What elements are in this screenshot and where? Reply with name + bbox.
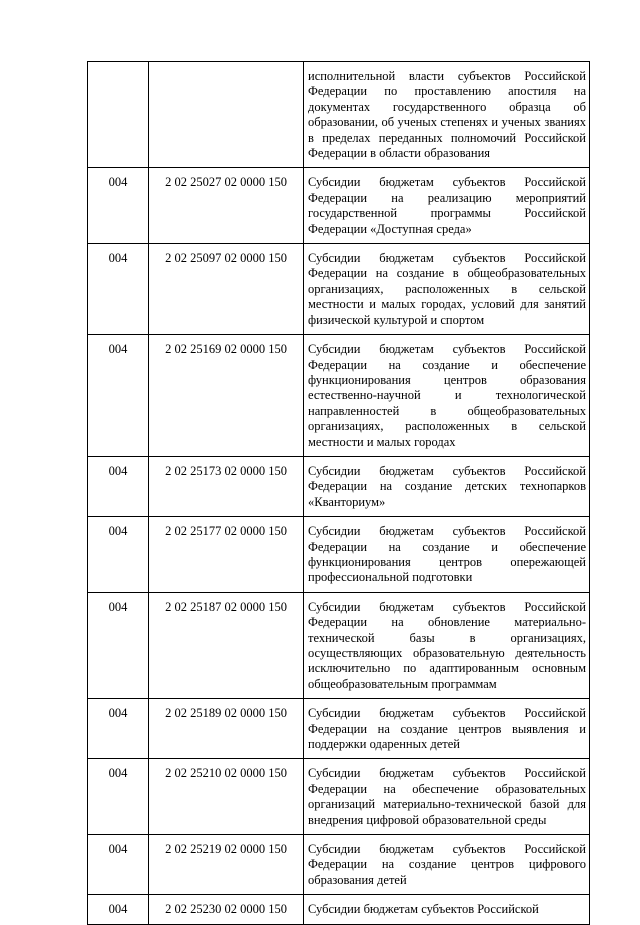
description-cell: Субсидии бюджетам субъектов Российской Федерации на создание в общеобразовательных организациях, расположенных в сельской местности и малых городах, условий для занятий физической культурой и спортом bbox=[304, 244, 590, 335]
admin-code-cell: 004 bbox=[88, 592, 149, 698]
description-cell: Субсидии бюджетам субъектов Российской Федерации на создание детских технопарков «Кванториум» bbox=[304, 456, 590, 516]
kbk-code-cell: 2 02 25187 02 0000 150 bbox=[149, 592, 304, 698]
admin-code-cell: 004 bbox=[88, 456, 149, 516]
admin-code-cell: 004 bbox=[88, 699, 149, 759]
table-row bbox=[88, 168, 590, 244]
description-cell: Субсидии бюджетам субъектов Российской Федерации на создание центров цифрового образования детей bbox=[304, 835, 590, 895]
description-cell: исполнительной власти субъектов Российской Федерации по проставлению апостиля на документах государственного образца об образовании, об ученых степенях и ученых званиях в пределах переданных полномочий Российской Федерации в области образования bbox=[304, 62, 590, 168]
description-cell: Субсидии бюджетам субъектов Российской bbox=[304, 895, 590, 924]
table-row bbox=[88, 759, 590, 835]
kbk-code-cell: 2 02 25027 02 0000 150 bbox=[149, 168, 304, 244]
table-row bbox=[88, 699, 590, 759]
admin-code-cell: 004 bbox=[88, 244, 149, 335]
kbk-code-cell: 2 02 25230 02 0000 150 bbox=[149, 895, 304, 924]
admin-code-cell: 004 bbox=[88, 895, 149, 924]
kbk-code-cell: 2 02 25173 02 0000 150 bbox=[149, 456, 304, 516]
table-row bbox=[88, 62, 590, 168]
description-cell: Субсидии бюджетам субъектов Российской Федерации на обеспечение образовательных организаций материально-технической базой для внедрения цифровой образовательной среды bbox=[304, 759, 590, 835]
kbk-code-cell: 2 02 25219 02 0000 150 bbox=[149, 835, 304, 895]
table-row bbox=[88, 244, 590, 335]
admin-code-cell: 004 bbox=[88, 168, 149, 244]
admin-code-cell: 004 bbox=[88, 517, 149, 593]
table-row bbox=[88, 895, 590, 924]
budget-codes-table bbox=[87, 61, 590, 925]
kbk-code-cell: 2 02 25189 02 0000 150 bbox=[149, 699, 304, 759]
kbk-code-cell: 2 02 25169 02 0000 150 bbox=[149, 335, 304, 457]
description-cell: Субсидии бюджетам субъектов Российской Федерации на создание и обеспечение функционирования центров образования естественно-научной и технологической направленностей в общеобразовательных организациях, расположенных в сельской местности и малых городах bbox=[304, 335, 590, 457]
table-row bbox=[88, 456, 590, 516]
admin-code-cell: 004 bbox=[88, 759, 149, 835]
kbk-code-cell: 2 02 25097 02 0000 150 bbox=[149, 244, 304, 335]
kbk-code-cell bbox=[149, 62, 304, 168]
description-cell: Субсидии бюджетам субъектов Российской Федерации на обновление материально-технической базы в организациях, осуществляющих образовательную деятельность исключительно по адаптированным основным общеобразовательным программам bbox=[304, 592, 590, 698]
table-row bbox=[88, 592, 590, 698]
admin-code-cell: 004 bbox=[88, 835, 149, 895]
description-cell: Субсидии бюджетам субъектов Российской Федерации на создание и обеспечение функционирования центров опережающей профессиональной подготовки bbox=[304, 517, 590, 593]
table-row bbox=[88, 835, 590, 895]
table-row bbox=[88, 335, 590, 457]
description-cell: Субсидии бюджетам субъектов Российской Федерации на создание центров выявления и поддержки одаренных детей bbox=[304, 699, 590, 759]
table-row bbox=[88, 517, 590, 593]
kbk-code-cell: 2 02 25210 02 0000 150 bbox=[149, 759, 304, 835]
kbk-code-cell: 2 02 25177 02 0000 150 bbox=[149, 517, 304, 593]
description-cell: Субсидии бюджетам субъектов Российской Федерации на реализацию мероприятий государственной программы Российской Федерации «Доступная среда» bbox=[304, 168, 590, 244]
admin-code-cell bbox=[88, 62, 149, 168]
admin-code-cell: 004 bbox=[88, 335, 149, 457]
